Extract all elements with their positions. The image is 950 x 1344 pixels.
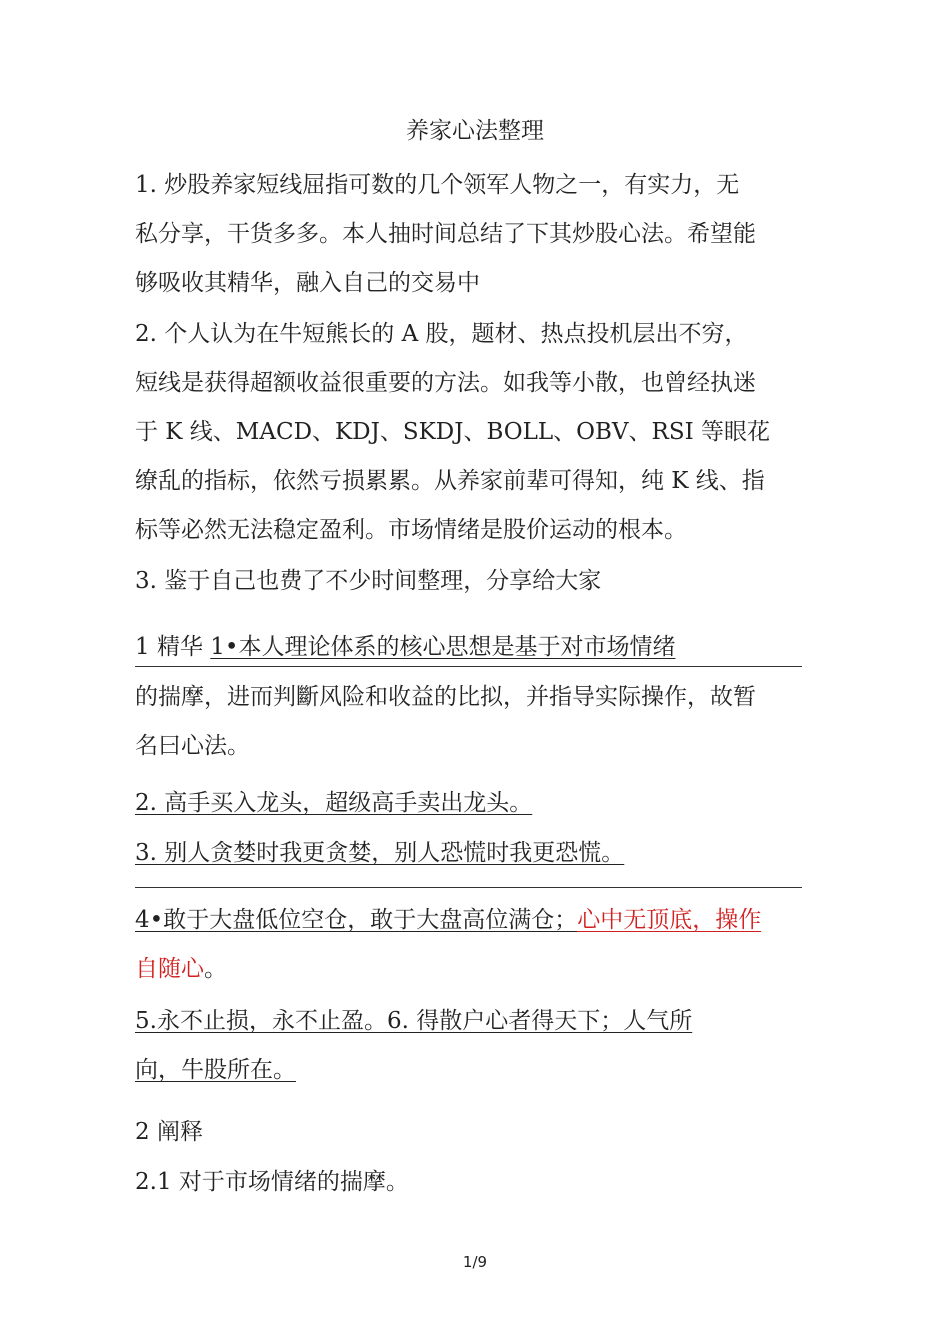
document-title: 养家心法整理 bbox=[406, 118, 544, 144]
text-line: 短线是获得超额收益很重要的方法。如我等小散，也曾经执迷 bbox=[135, 370, 756, 396]
horizontal-rule bbox=[135, 887, 802, 888]
section-2-subheading bbox=[135, 1158, 805, 1207]
text-line: 3. 鉴于自己也费了不少时间整理，分享给大家 bbox=[135, 568, 602, 594]
essence-item-4 bbox=[135, 896, 805, 994]
essence-item-1-continued bbox=[135, 673, 805, 771]
text-line: 3. 别人贪婪时我更贪婪，别人恐慌时我更恐慌。 bbox=[135, 840, 625, 866]
highlight-text: 心中无顶底，操作 bbox=[577, 907, 762, 933]
text-line: 1. 炒股养家短线屈指可数的几个领军人物之一，有实力，无 bbox=[135, 172, 740, 198]
text-line: 私分享，干货多多。本人抽时间总结了下其炒股心法。希望能 bbox=[135, 221, 756, 247]
text-line: 2. 高手买入龙头，超级高手卖出龙头。 bbox=[135, 790, 533, 816]
text-line: 2 阐释 bbox=[135, 1119, 203, 1145]
intro-paragraph-2 bbox=[135, 310, 805, 555]
text-line: 缭乱的指标，依然亏损累累。从养家前辈可得知，纯 K 线、指 bbox=[135, 468, 765, 494]
text-line: 够吸收其精华，融入自己的交易中 bbox=[135, 270, 480, 296]
essence-item-5 bbox=[135, 997, 805, 1095]
essence-item-1-text: 1•本人理论体系的核心思想是基于对市场情绪 bbox=[210, 634, 676, 660]
text-line bbox=[135, 623, 805, 672]
essence-item-1 bbox=[135, 623, 805, 672]
text-line: 2.1 对于市场情绪的揣摩。 bbox=[135, 1169, 409, 1195]
text-line: 标等必然无法稳定盈利。市场情绪是股价运动的根本。 bbox=[135, 517, 687, 543]
intro-paragraph-1 bbox=[135, 161, 805, 308]
highlight-text: 自随心 bbox=[135, 956, 204, 982]
text-line: 2. 个人认为在牛短熊长的 A 股，题材、热点投机层出不穷， bbox=[135, 321, 748, 347]
text-line: 向，牛股所在。 bbox=[135, 1057, 296, 1083]
text-line: 名曰心法。 bbox=[135, 733, 250, 759]
text-line: 的揣摩，进而判斷风险和收益的比拟，并指导实际操作，故暂 bbox=[135, 684, 756, 710]
text-line: 4•敢于大盘低位空仓，敢于大盘高位满仓；心中无顶底，操作 bbox=[135, 907, 762, 933]
section-2-heading bbox=[135, 1108, 805, 1157]
text-line: 5.永不止损，永不止盈。6. 得散户心者得天下；人气所 bbox=[135, 1008, 693, 1034]
essence-item-3 bbox=[135, 829, 805, 878]
intro-paragraph-3 bbox=[135, 557, 805, 606]
text-line: 于 K 线、MACD、KDJ、SKDJ、BOLL、OBV、RSI 等眼花 bbox=[135, 419, 771, 445]
page-number: 1/9 bbox=[462, 1253, 488, 1271]
text-line: 自随心。 bbox=[135, 956, 227, 982]
essence-item-2 bbox=[135, 779, 805, 828]
essence-heading: 1 精华 bbox=[135, 634, 211, 660]
horizontal-rule bbox=[135, 666, 802, 667]
